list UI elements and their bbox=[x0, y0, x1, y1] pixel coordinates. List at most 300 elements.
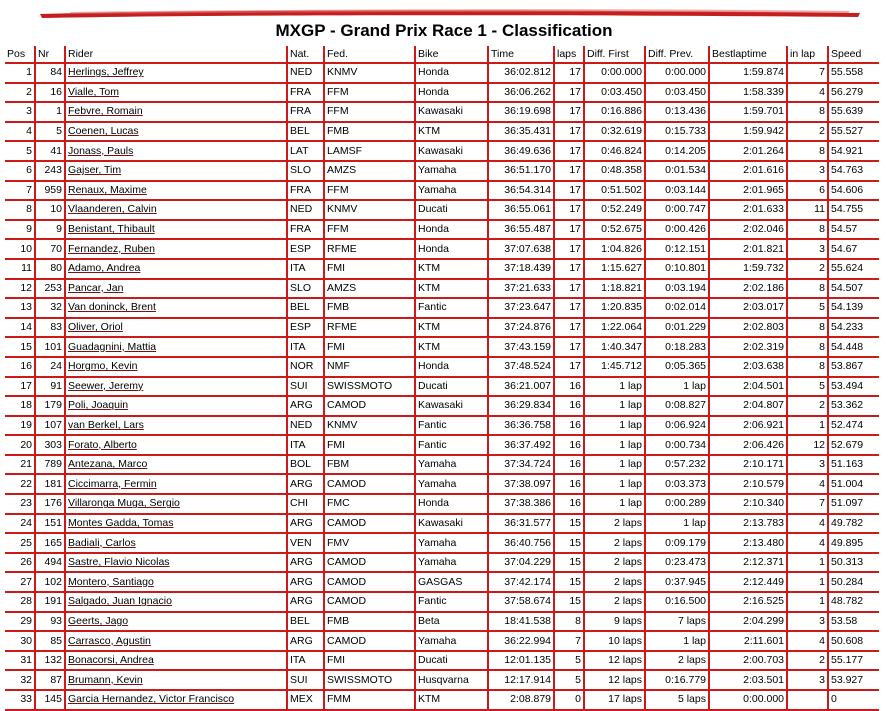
cell-laps: 17 bbox=[554, 239, 584, 259]
cell-bike: Kawasaki bbox=[415, 102, 488, 122]
cell-time: 37:34.724 bbox=[488, 455, 554, 475]
cell-pos: 17 bbox=[5, 377, 35, 397]
cell-rider[interactable]: van Berkel, Lars bbox=[65, 416, 287, 436]
cell-nr: 179 bbox=[35, 396, 65, 416]
cell-speed: 54.139 bbox=[828, 298, 879, 318]
cell-nat: CHI bbox=[287, 494, 324, 514]
cell-bike: Yamaha bbox=[415, 161, 488, 181]
cell-rider[interactable]: Geerts, Jago bbox=[65, 612, 287, 632]
cell-fed: FMB bbox=[324, 122, 415, 142]
cell-diff-first: 1:20.835 bbox=[584, 298, 645, 318]
cell-nat: NOR bbox=[287, 357, 324, 377]
cell-pos: 9 bbox=[5, 220, 35, 240]
cell-rider[interactable]: Badiali, Carlos bbox=[65, 533, 287, 553]
cell-bike: Honda bbox=[415, 357, 488, 377]
table-row bbox=[5, 357, 879, 377]
cell-diff-first: 0:16.886 bbox=[584, 102, 645, 122]
table-row bbox=[5, 161, 879, 181]
cell-pos: 2 bbox=[5, 83, 35, 103]
cell-speed: 51.163 bbox=[828, 455, 879, 475]
cell-rider[interactable]: Villaronga Muga, Sergio bbox=[65, 494, 287, 514]
cell-fed: SWISSMOTO bbox=[324, 377, 415, 397]
cell-nr: 24 bbox=[35, 357, 65, 377]
cell-diff-prev: 0:14.205 bbox=[645, 141, 709, 161]
cell-pos: 6 bbox=[5, 161, 35, 181]
cell-speed: 48.782 bbox=[828, 592, 879, 612]
cell-bestlaptime: 2:00.703 bbox=[709, 651, 787, 671]
cell-fed: FMI bbox=[324, 651, 415, 671]
cell-diff-first: 1 lap bbox=[584, 435, 645, 455]
cell-diff-prev: 1 lap bbox=[645, 631, 709, 651]
cell-rider[interactable]: Sastre, Flavio Nicolas bbox=[65, 553, 287, 573]
cell-diff-prev: 1 lap bbox=[645, 514, 709, 534]
cell-rider[interactable]: Renaux, Maxime bbox=[65, 181, 287, 201]
cell-rider[interactable]: Van doninck, Brent bbox=[65, 298, 287, 318]
cell-diff-first: 1:15.627 bbox=[584, 259, 645, 279]
table-row bbox=[5, 670, 879, 690]
cell-laps: 17 bbox=[554, 259, 584, 279]
cell-laps: 16 bbox=[554, 377, 584, 397]
cell-rider[interactable]: Ciccimarra, Fermin bbox=[65, 474, 287, 494]
cell-diff-prev: 0:08.827 bbox=[645, 396, 709, 416]
cell-rider[interactable]: Benistant, Thibault bbox=[65, 220, 287, 240]
cell-bestlaptime: 2:06.426 bbox=[709, 435, 787, 455]
cell-bike: KTM bbox=[415, 259, 488, 279]
cell-diff-first: 0:52.675 bbox=[584, 220, 645, 240]
cell-bike: KTM bbox=[415, 690, 488, 710]
cell-nat: ITA bbox=[287, 435, 324, 455]
cell-diff-prev: 5 laps bbox=[645, 690, 709, 710]
cell-fed: FMB bbox=[324, 298, 415, 318]
table-row bbox=[5, 416, 879, 436]
cell-in-lap: 4 bbox=[787, 514, 828, 534]
cell-rider[interactable]: Garcia Hernandez, Victor Francisco bbox=[65, 690, 287, 710]
cell-laps: 15 bbox=[554, 533, 584, 553]
cell-time: 36:37.492 bbox=[488, 435, 554, 455]
cell-in-lap: 3 bbox=[787, 670, 828, 690]
cell-diff-first: 17 laps bbox=[584, 690, 645, 710]
cell-in-lap: 2 bbox=[787, 122, 828, 142]
cell-rider[interactable]: Salgado, Juan Ignacio bbox=[65, 592, 287, 612]
cell-rider[interactable]: Vlaanderen, Calvin bbox=[65, 200, 287, 220]
cell-bestlaptime: 2:03.501 bbox=[709, 670, 787, 690]
cell-bestlaptime: 1:59.942 bbox=[709, 122, 787, 142]
cell-in-lap: 2 bbox=[787, 651, 828, 671]
cell-speed: 51.097 bbox=[828, 494, 879, 514]
cell-bike: Honda bbox=[415, 239, 488, 259]
cell-nat: ESP bbox=[287, 318, 324, 338]
cell-diff-prev: 0:00.289 bbox=[645, 494, 709, 514]
cell-pos: 30 bbox=[5, 631, 35, 651]
cell-nr: 93 bbox=[35, 612, 65, 632]
table-row bbox=[5, 318, 879, 338]
cell-laps: 16 bbox=[554, 416, 584, 436]
cell-rider[interactable]: Montes Gadda, Tomas bbox=[65, 514, 287, 534]
cell-time: 36:21.007 bbox=[488, 377, 554, 397]
cell-time: 36:22.994 bbox=[488, 631, 554, 651]
cell-fed: FMC bbox=[324, 494, 415, 514]
cell-fed: CAMOD bbox=[324, 553, 415, 573]
classification-table bbox=[5, 46, 879, 711]
cell-nat: ESP bbox=[287, 239, 324, 259]
cell-nat: ARG bbox=[287, 553, 324, 573]
col-header-time: Time bbox=[488, 46, 554, 63]
cell-pos: 27 bbox=[5, 572, 35, 592]
cell-time: 36:35.431 bbox=[488, 122, 554, 142]
cell-speed: 54.448 bbox=[828, 337, 879, 357]
cell-time: 36:54.314 bbox=[488, 181, 554, 201]
table-row bbox=[5, 533, 879, 553]
cell-rider[interactable]: Oliver, Oriol bbox=[65, 318, 287, 338]
cell-rider[interactable]: Brumann, Kevin bbox=[65, 670, 287, 690]
cell-pos: 33 bbox=[5, 690, 35, 710]
cell-diff-first: 0:46.824 bbox=[584, 141, 645, 161]
cell-nr: 494 bbox=[35, 553, 65, 573]
cell-nr: 243 bbox=[35, 161, 65, 181]
cell-bestlaptime: 2:16.525 bbox=[709, 592, 787, 612]
col-header-diff-first: Diff. First bbox=[584, 46, 645, 63]
cell-diff-first: 2 laps bbox=[584, 514, 645, 534]
cell-laps: 17 bbox=[554, 337, 584, 357]
cell-in-lap: 1 bbox=[787, 416, 828, 436]
table-row bbox=[5, 220, 879, 240]
cell-rider[interactable]: Antezana, Marco bbox=[65, 455, 287, 475]
cell-diff-first: 2 laps bbox=[584, 592, 645, 612]
cell-diff-first: 0:48.358 bbox=[584, 161, 645, 181]
cell-bike: Yamaha bbox=[415, 553, 488, 573]
cell-time: 36:40.756 bbox=[488, 533, 554, 553]
cell-bestlaptime: 2:06.921 bbox=[709, 416, 787, 436]
cell-fed: FMI bbox=[324, 435, 415, 455]
cell-bestlaptime: 2:13.783 bbox=[709, 514, 787, 534]
cell-pos: 1 bbox=[5, 63, 35, 83]
cell-nr: 107 bbox=[35, 416, 65, 436]
cell-nr: 789 bbox=[35, 455, 65, 475]
classification-rows bbox=[5, 63, 879, 710]
table-row bbox=[5, 63, 879, 83]
cell-nr: 101 bbox=[35, 337, 65, 357]
cell-diff-first: 0:32.619 bbox=[584, 122, 645, 142]
cell-diff-first: 12 laps bbox=[584, 670, 645, 690]
cell-diff-prev: 0:03.144 bbox=[645, 181, 709, 201]
col-header-pos: Pos bbox=[5, 46, 35, 63]
cell-pos: 7 bbox=[5, 181, 35, 201]
table-row bbox=[5, 239, 879, 259]
cell-rider[interactable]: Forato, Alberto bbox=[65, 435, 287, 455]
cell-diff-prev: 0:12.151 bbox=[645, 239, 709, 259]
cell-diff-prev: 0:10.801 bbox=[645, 259, 709, 279]
cell-diff-prev: 0:37.945 bbox=[645, 572, 709, 592]
cell-speed: 55.177 bbox=[828, 651, 879, 671]
cell-diff-first: 2 laps bbox=[584, 533, 645, 553]
cell-diff-first: 1 lap bbox=[584, 494, 645, 514]
cell-nat: ITA bbox=[287, 337, 324, 357]
cell-rider[interactable]: Carrasco, Agustin bbox=[65, 631, 287, 651]
cell-bike: KTM bbox=[415, 337, 488, 357]
table-row bbox=[5, 651, 879, 671]
cell-nat: ITA bbox=[287, 259, 324, 279]
cell-laps: 17 bbox=[554, 83, 584, 103]
cell-diff-first: 1:22.064 bbox=[584, 318, 645, 338]
cell-diff-first: 0:51.502 bbox=[584, 181, 645, 201]
cell-pos: 18 bbox=[5, 396, 35, 416]
cell-laps: 5 bbox=[554, 670, 584, 690]
cell-bike: Ducati bbox=[415, 377, 488, 397]
cell-nr: 145 bbox=[35, 690, 65, 710]
cell-bestlaptime: 2:01.264 bbox=[709, 141, 787, 161]
cell-bestlaptime: 2:10.171 bbox=[709, 455, 787, 475]
cell-bike: Yamaha bbox=[415, 631, 488, 651]
cell-pos: 14 bbox=[5, 318, 35, 338]
cell-time: 36:51.170 bbox=[488, 161, 554, 181]
cell-diff-prev: 7 laps bbox=[645, 612, 709, 632]
cell-time: 36:49.636 bbox=[488, 141, 554, 161]
cell-pos: 12 bbox=[5, 279, 35, 299]
cell-laps: 17 bbox=[554, 279, 584, 299]
cell-rider[interactable]: Bonacorsi, Andrea bbox=[65, 651, 287, 671]
cell-rider[interactable]: Montero, Santiago bbox=[65, 572, 287, 592]
cell-in-lap: 7 bbox=[787, 63, 828, 83]
table-row bbox=[5, 259, 879, 279]
cell-rider[interactable]: Pancar, Jan bbox=[65, 279, 287, 299]
cell-rider[interactable]: Horgmo, Kevin bbox=[65, 357, 287, 377]
cell-diff-first: 0:00.000 bbox=[584, 63, 645, 83]
cell-nat: LAT bbox=[287, 141, 324, 161]
cell-pos: 4 bbox=[5, 122, 35, 142]
cell-bike: KTM bbox=[415, 318, 488, 338]
cell-in-lap: 3 bbox=[787, 239, 828, 259]
cell-nr: 84 bbox=[35, 63, 65, 83]
cell-bestlaptime: 2:02.803 bbox=[709, 318, 787, 338]
cell-diff-prev: 0:18.283 bbox=[645, 337, 709, 357]
cell-rider[interactable]: Coenen, Lucas bbox=[65, 122, 287, 142]
cell-fed: LAMSF bbox=[324, 141, 415, 161]
table-row bbox=[5, 612, 879, 632]
cell-rider[interactable]: Fernandez, Ruben bbox=[65, 239, 287, 259]
cell-bestlaptime: 1:59.732 bbox=[709, 259, 787, 279]
table-row bbox=[5, 631, 879, 651]
cell-bestlaptime: 2:02.319 bbox=[709, 337, 787, 357]
cell-laps: 17 bbox=[554, 357, 584, 377]
cell-nat: FRA bbox=[287, 220, 324, 240]
cell-rider[interactable]: Febvre, Romain bbox=[65, 102, 287, 122]
cell-speed: 54.921 bbox=[828, 141, 879, 161]
cell-fed: SWISSMOTO bbox=[324, 670, 415, 690]
cell-nr: 32 bbox=[35, 298, 65, 318]
cell-time: 37:18.439 bbox=[488, 259, 554, 279]
cell-diff-prev: 0:01.534 bbox=[645, 161, 709, 181]
cell-rider[interactable]: Adamo, Andrea bbox=[65, 259, 287, 279]
cell-in-lap: 4 bbox=[787, 474, 828, 494]
cell-diff-first: 0:03.450 bbox=[584, 83, 645, 103]
cell-bestlaptime: 2:01.633 bbox=[709, 200, 787, 220]
cell-speed: 55.624 bbox=[828, 259, 879, 279]
cell-diff-prev: 0:02.014 bbox=[645, 298, 709, 318]
cell-nr: 83 bbox=[35, 318, 65, 338]
col-header-nat: Nat. bbox=[287, 46, 324, 63]
cell-time: 36:29.834 bbox=[488, 396, 554, 416]
cell-speed: 55.558 bbox=[828, 63, 879, 83]
cell-laps: 17 bbox=[554, 318, 584, 338]
table-row bbox=[5, 690, 879, 710]
cell-pos: 13 bbox=[5, 298, 35, 318]
cell-pos: 32 bbox=[5, 670, 35, 690]
cell-nat: SUI bbox=[287, 670, 324, 690]
cell-nat: ARG bbox=[287, 631, 324, 651]
cell-pos: 25 bbox=[5, 533, 35, 553]
cell-in-lap: 11 bbox=[787, 200, 828, 220]
cell-laps: 17 bbox=[554, 141, 584, 161]
cell-bestlaptime: 2:10.579 bbox=[709, 474, 787, 494]
table-row bbox=[5, 141, 879, 161]
cell-diff-first: 2 laps bbox=[584, 572, 645, 592]
cell-nat: FRA bbox=[287, 181, 324, 201]
cell-nr: 87 bbox=[35, 670, 65, 690]
cell-rider[interactable]: Jonass, Pauls bbox=[65, 141, 287, 161]
cell-laps: 15 bbox=[554, 553, 584, 573]
cell-laps: 15 bbox=[554, 572, 584, 592]
cell-speed: 54.755 bbox=[828, 200, 879, 220]
cell-diff-prev: 1 lap bbox=[645, 377, 709, 397]
cell-bestlaptime: 2:04.501 bbox=[709, 377, 787, 397]
cell-diff-prev: 0:13.436 bbox=[645, 102, 709, 122]
cell-diff-first: 1 lap bbox=[584, 455, 645, 475]
cell-laps: 17 bbox=[554, 161, 584, 181]
cell-laps: 17 bbox=[554, 122, 584, 142]
cell-time: 37:23.647 bbox=[488, 298, 554, 318]
cell-bike: Beta bbox=[415, 612, 488, 632]
cell-pos: 11 bbox=[5, 259, 35, 279]
cell-rider[interactable]: Seewer, Jeremy bbox=[65, 377, 287, 397]
cell-speed: 55.639 bbox=[828, 102, 879, 122]
cell-in-lap: 8 bbox=[787, 102, 828, 122]
cell-pos: 22 bbox=[5, 474, 35, 494]
page-title: MXGP - Grand Prix Race 1 - Classification bbox=[275, 21, 613, 40]
cell-fed: FFM bbox=[324, 220, 415, 240]
cell-fed: RFME bbox=[324, 318, 415, 338]
cell-nr: 151 bbox=[35, 514, 65, 534]
cell-rider[interactable]: Gajser, Tim bbox=[65, 161, 287, 181]
cell-nat: BEL bbox=[287, 612, 324, 632]
cell-in-lap: 1 bbox=[787, 553, 828, 573]
cell-speed: 54.507 bbox=[828, 279, 879, 299]
cell-nat: ARG bbox=[287, 572, 324, 592]
cell-laps: 5 bbox=[554, 651, 584, 671]
cell-nat: ARG bbox=[287, 514, 324, 534]
cell-fed: FMI bbox=[324, 259, 415, 279]
cell-bike: Ducati bbox=[415, 651, 488, 671]
cell-nr: 5 bbox=[35, 122, 65, 142]
cell-time: 2:08.879 bbox=[488, 690, 554, 710]
cell-bestlaptime: 1:59.701 bbox=[709, 102, 787, 122]
cell-nr: 70 bbox=[35, 239, 65, 259]
cell-speed: 53.927 bbox=[828, 670, 879, 690]
cell-diff-prev: 0:03.373 bbox=[645, 474, 709, 494]
cell-rider[interactable]: Guadagnini, Mattia bbox=[65, 337, 287, 357]
cell-pos: 5 bbox=[5, 141, 35, 161]
cell-bestlaptime: 2:04.299 bbox=[709, 612, 787, 632]
cell-time: 36:06.262 bbox=[488, 83, 554, 103]
cell-bike: KTM bbox=[415, 122, 488, 142]
cell-fed: FMV bbox=[324, 533, 415, 553]
cell-bestlaptime: 2:12.371 bbox=[709, 553, 787, 573]
cell-time: 37:07.638 bbox=[488, 239, 554, 259]
cell-nr: 253 bbox=[35, 279, 65, 299]
cell-diff-first: 1:04.826 bbox=[584, 239, 645, 259]
cell-bike: Kawasaki bbox=[415, 141, 488, 161]
cell-speed: 54.233 bbox=[828, 318, 879, 338]
table-row bbox=[5, 200, 879, 220]
cell-nat: NED bbox=[287, 200, 324, 220]
cell-diff-first: 1 lap bbox=[584, 396, 645, 416]
cell-time: 36:02.812 bbox=[488, 63, 554, 83]
cell-nr: 91 bbox=[35, 377, 65, 397]
cell-bike: Ducati bbox=[415, 200, 488, 220]
cell-speed: 53.362 bbox=[828, 396, 879, 416]
cell-diff-prev: 0:00.734 bbox=[645, 435, 709, 455]
cell-bestlaptime: 1:58.339 bbox=[709, 83, 787, 103]
cell-pos: 23 bbox=[5, 494, 35, 514]
cell-in-lap: 3 bbox=[787, 455, 828, 475]
table-row bbox=[5, 474, 879, 494]
cell-speed: 52.474 bbox=[828, 416, 879, 436]
cell-laps: 15 bbox=[554, 514, 584, 534]
cell-diff-first: 12 laps bbox=[584, 651, 645, 671]
cell-diff-prev: 0:16.500 bbox=[645, 592, 709, 612]
cell-diff-first: 1:45.712 bbox=[584, 357, 645, 377]
cell-diff-prev: 0:00.747 bbox=[645, 200, 709, 220]
cell-time: 37:21.633 bbox=[488, 279, 554, 299]
cell-diff-prev: 0:16.779 bbox=[645, 670, 709, 690]
cell-bestlaptime: 2:11.601 bbox=[709, 631, 787, 651]
cell-in-lap: 5 bbox=[787, 298, 828, 318]
cell-rider[interactable]: Poli, Joaquin bbox=[65, 396, 287, 416]
cell-diff-first: 1:40.347 bbox=[584, 337, 645, 357]
cell-nat: ARG bbox=[287, 474, 324, 494]
cell-nr: 80 bbox=[35, 259, 65, 279]
cell-diff-prev: 0:05.365 bbox=[645, 357, 709, 377]
cell-rider[interactable]: Vialle, Tom bbox=[65, 83, 287, 103]
cell-pos: 20 bbox=[5, 435, 35, 455]
cell-bike: Husqvarna bbox=[415, 670, 488, 690]
table-row bbox=[5, 592, 879, 612]
cell-laps: 7 bbox=[554, 631, 584, 651]
cell-time: 37:38.386 bbox=[488, 494, 554, 514]
cell-speed: 49.895 bbox=[828, 533, 879, 553]
cell-fed: FMM bbox=[324, 690, 415, 710]
cell-bestlaptime: 2:04.807 bbox=[709, 396, 787, 416]
cell-bike: Fantic bbox=[415, 416, 488, 436]
cell-fed: CAMOD bbox=[324, 631, 415, 651]
table-row bbox=[5, 514, 879, 534]
cell-bike: Honda bbox=[415, 63, 488, 83]
cell-rider[interactable]: Herlings, Jeffrey bbox=[65, 63, 287, 83]
cell-nr: 176 bbox=[35, 494, 65, 514]
cell-nr: 165 bbox=[35, 533, 65, 553]
cell-time: 37:43.159 bbox=[488, 337, 554, 357]
cell-laps: 8 bbox=[554, 612, 584, 632]
cell-nat: SUI bbox=[287, 377, 324, 397]
cell-in-lap: 8 bbox=[787, 318, 828, 338]
cell-speed: 49.782 bbox=[828, 514, 879, 534]
cell-fed: CAMOD bbox=[324, 592, 415, 612]
cell-in-lap: 2 bbox=[787, 259, 828, 279]
cell-fed: CAMOD bbox=[324, 514, 415, 534]
cell-time: 12:17.914 bbox=[488, 670, 554, 690]
cell-speed: 53.494 bbox=[828, 377, 879, 397]
cell-diff-first: 1 lap bbox=[584, 377, 645, 397]
cell-bike: GASGAS bbox=[415, 572, 488, 592]
